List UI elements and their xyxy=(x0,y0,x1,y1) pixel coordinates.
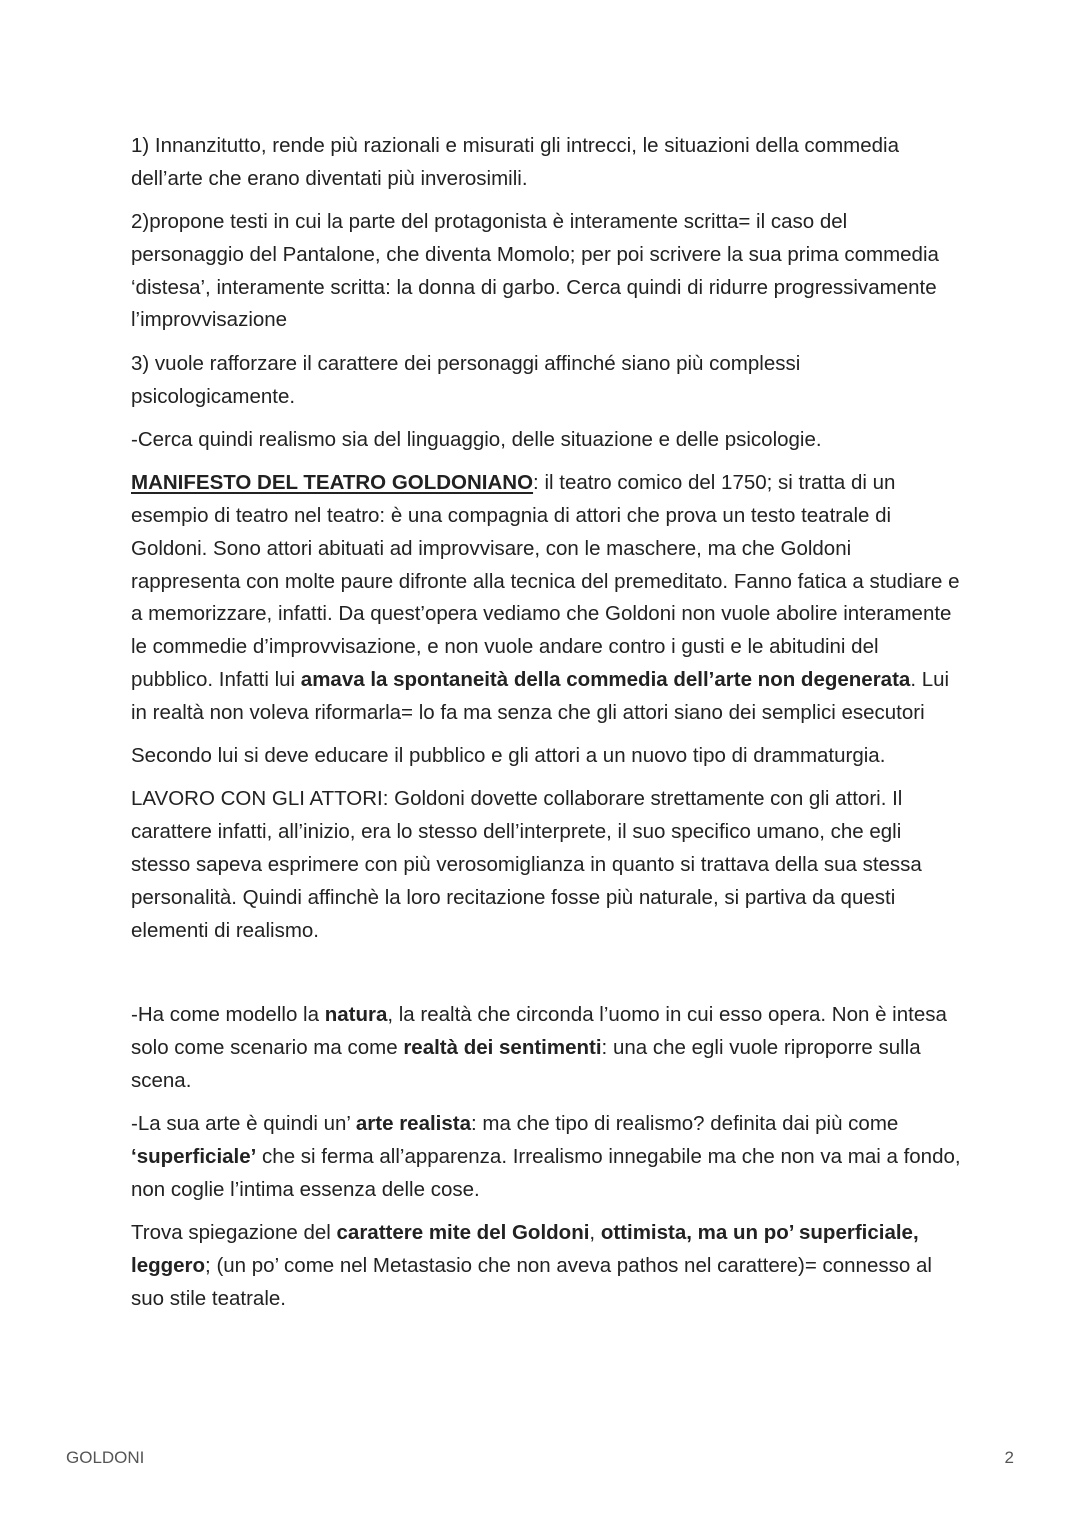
paragraph-2: 2)propone testi in cui la parte del protagonista è interamente scritta= il caso del personaggio del Pantalone, che diventa Momolo; per poi scrivere la sua prima commedia ‘distesa’, interamente scritta: la donna di garbo. Cerca quindi di ridurre progressivamente l’improvvisazione xyxy=(131,210,939,332)
p8-text-1: -Ha come modello la xyxy=(131,1003,325,1027)
p9-text-1: -La sua arte è quindi un’ xyxy=(131,1112,356,1136)
manifesto-bold: amava la spontaneità della commedia dell’arte non degenerata xyxy=(300,667,911,691)
p9-bold-1: arte realista xyxy=(355,1112,471,1136)
page-body xyxy=(131,130,961,1326)
footer-title: GOLDONI xyxy=(66,1448,145,1467)
paragraph-8 xyxy=(131,999,961,1097)
p10-text-1: Trova spiegazione del xyxy=(131,1221,337,1245)
paragraph-1: 1) Innanzitutto, rende più razionali e misurati gli intrecci, le situazioni della commedia dell’arte che erano diventati più inverosimili. xyxy=(131,134,899,190)
manifesto-text-end: . Lui in realtà non voleva riformarla= lo fa ma senza che gli attori siano dei semplici esecutori xyxy=(131,667,950,724)
p8-text-3: : una che egli vuole riproporre sulla scena. xyxy=(131,1036,921,1092)
manifesto-heading: MANIFESTO DEL TEATRO GOLDONIANO xyxy=(131,471,534,495)
p9-text-2: : ma che tipo di realismo? definita dai più come xyxy=(471,1112,899,1136)
p9-bold-2: ‘superficiale’ xyxy=(131,1145,257,1169)
p10-text-3: ; (un po’ come nel Metastasio che non aveva pathos nel carattere)= connesso al suo stile teatrale. xyxy=(131,1253,932,1310)
p9-text-3: che si ferma all’apparenza. Irrealismo innegabile ma che non va mai a fondo, non coglie l’intima essenza delle cose. xyxy=(131,1145,961,1201)
paragraph-manifesto xyxy=(131,467,961,729)
paragraph-9 xyxy=(131,1108,961,1206)
p10-bold-1: carattere mite del Goldoni xyxy=(336,1221,590,1245)
p10-text-2: , xyxy=(589,1221,601,1245)
paragraph-3: 3) vuole rafforzare il carattere dei personaggi affinché siano più complessi psicologicamente. xyxy=(131,351,801,408)
p8-text-2: , la realtà che circonda l’uomo in cui esso opera. Non è intesa solo come scenario ma come xyxy=(131,1003,947,1060)
p8-bold-2: realtà dei sentimenti xyxy=(403,1036,602,1060)
paragraph-10 xyxy=(131,1217,961,1315)
paragraph-6: Secondo lui si deve educare il pubblico e gli attori a un nuovo tipo di drammaturgia. xyxy=(131,744,886,768)
p8-bold-1: natura xyxy=(324,1003,388,1027)
p10-bold-2: ottimista, ma un po’ superficiale, leggero xyxy=(131,1221,919,1277)
manifesto-text: : il teatro comico del 1750; si tratta di un esempio di teatro nel teatro: è una compagnia di attori che prova un testo teatrale di Goldoni. Sono attori abituati ad improvvisare, con le maschere, ma che Goldoni rappresenta con molte paure difronte alla tecnica del premeditato. Fanno fatica a studiare e a memorizzare, infatti. Da quest’opera vediamo che Goldoni non vuole abolire interamente le commedie d’improvvisazione, e non vuole andare contro i gusti e le abitudini del pubblico. Infatti lui xyxy=(131,471,960,691)
page-number: 2 xyxy=(1004,1448,1014,1467)
paragraph-4: -Cerca quindi realismo sia del linguaggio, delle situazione e delle psicologie. xyxy=(131,427,822,451)
paragraph-7: LAVORO CON GLI ATTORI: Goldoni dovette collaborare strettamente con gli attori. Il carattere infatti, all’inizio, era lo stesso dell’interprete, il suo specifico umano, che egli stesso sapeva esprimere con più verosomiglianza in quanto si trattava della sua stessa personalità. Quindi affinchè la loro recitazione fosse più naturale, si partiva da questi elementi di realismo. xyxy=(131,787,922,942)
